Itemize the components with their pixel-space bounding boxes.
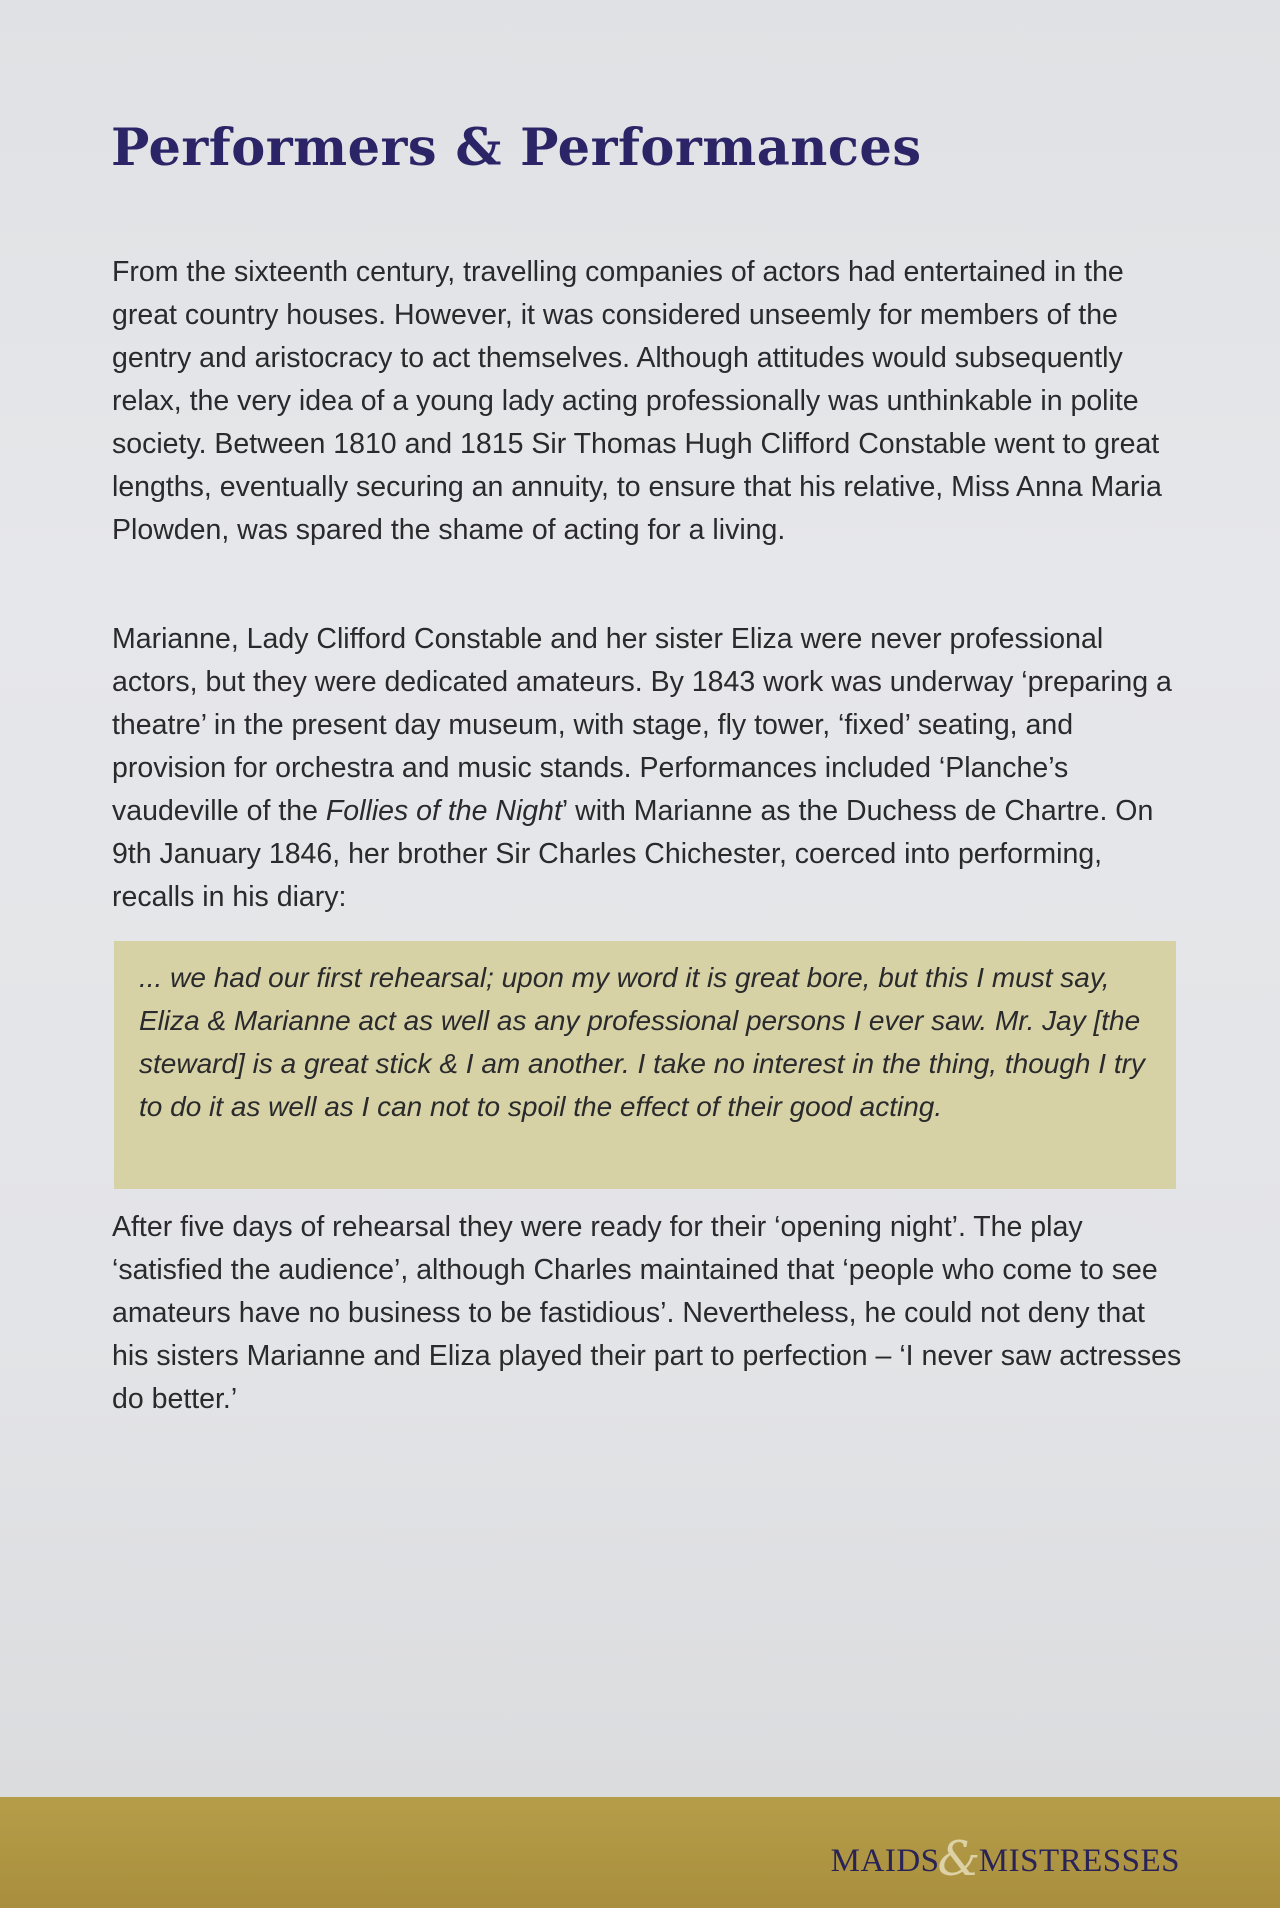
footer-band [0, 1797, 1280, 1908]
logo-ampersand: & [937, 1831, 981, 1887]
paragraph-intro: From the sixteenth century, travelling companies of actors had entertained in the great country houses. However, it was considered unseemly for members of the gentry and aristocracy to act themselves. Although attitudes would subsequently relax, the very idea of a young lady acting professionally was unthinkable in polite society. Between 1810 and 1815 Sir Thomas Hugh Clifford Constable went to great lengths, eventually securing an annuity, to ensure that his relative, Miss Anna Maria Plowden, was spared the shame of acting for a living. [112, 256, 1162, 546]
page-title: Performers & Performances [111, 118, 922, 178]
play-title-italic: Follies of the Night [325, 795, 562, 827]
maids-and-mistresses-logo [831, 1831, 1180, 1887]
paragraph-theatre-text-end: ’ with Marianne as the Duchess de Chartre. On 9th January 1846, her brother Sir Charles Chichester, coerced into performing, recalls in his diary: [112, 795, 1154, 913]
paragraph-theatre [112, 618, 1182, 919]
paragraph-theatre-text-start: Marianne, Lady Clifford Constable and her sister Eliza were never professional actors, but they were dedicated amateurs. By 1843 work was underway ‘preparing a theatre’ in the present day museum, with stage, fly tower, ‘fixed’ seating, and provision for orchestra and music stands. Performances included ‘Planche’s vaudeville of the [112, 623, 1172, 827]
diary-quote: ... we had our first rehearsal; upon my word it is great bore, but this I must say, Eliza & Marianne act as well as any professional persons I ever saw. Mr. Jay [the steward] is a great stick & I am another. I take no interest in the thing, though I try to do it as well as I can not to spoil the effect of their good acting. [139, 962, 1145, 1122]
paragraph-opening-night: After five days of rehearsal they were ready for their ‘opening night’. The play ‘satisfied the audience’, although Charles maintained that ‘people who come to see amateurs have no business to be fastidious’. Nevertheless, he could not deny that his sisters Marianne and Eliza played their part to perfection – ‘I never saw actresses do better.’ [112, 1211, 1182, 1415]
logo-word-mistresses: MISTRESSES [978, 1843, 1180, 1879]
diary-quote-box [114, 941, 1176, 1189]
logo-word-maids: MAIDS [830, 1843, 940, 1879]
